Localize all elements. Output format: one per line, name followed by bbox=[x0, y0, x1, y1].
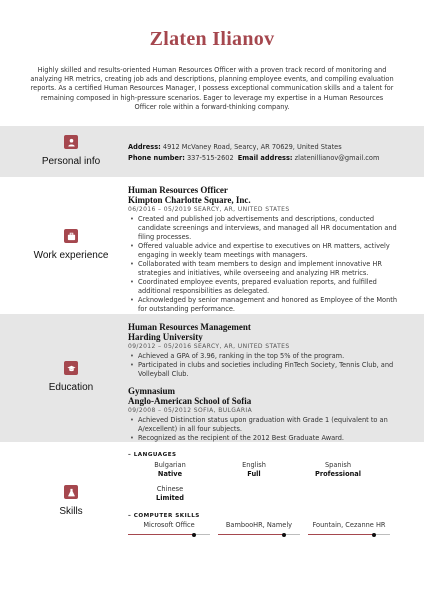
language-item bbox=[296, 461, 380, 479]
school-dates-location: 09/2008 – 05/2012 SOFIA, BULGARIA bbox=[128, 407, 253, 414]
language-level: Limited bbox=[156, 494, 184, 502]
personal-info-title: Personal info bbox=[41, 156, 101, 167]
skill-level-bar bbox=[218, 534, 300, 535]
school-dates-location: 09/2012 – 05/2016 SEARCY, AR, UNITED STATES bbox=[128, 343, 290, 350]
skill-level-bar bbox=[308, 534, 390, 535]
list-item: • Achieved Distinction status upon graduation with Grade 1 (equivalent to an A/excellent) in all four subjects. bbox=[128, 416, 398, 434]
job-bullets bbox=[128, 215, 398, 314]
skill-name: Fountain, Cezanne HR bbox=[312, 521, 386, 529]
education-section bbox=[0, 314, 424, 442]
language-name: Bulgarian bbox=[154, 461, 186, 469]
job-title: Human Resources Officer bbox=[128, 185, 228, 195]
skills-title: Skills bbox=[59, 506, 83, 517]
school-bullets bbox=[128, 352, 398, 379]
list-item: • Participated in clubs and societies including FinTech Society, Tennis Club, and Volleyball Club. bbox=[128, 361, 398, 379]
work-experience-section bbox=[0, 177, 424, 314]
list-item: • Created and published job advertisements and descriptions, conducted candidate screenings and interviews, and managed all HR documentation and filing processes. bbox=[128, 215, 398, 242]
language-level: Professional bbox=[315, 470, 361, 478]
degree-title: Gymnasium bbox=[128, 386, 176, 396]
language-name: Spanish bbox=[324, 461, 352, 469]
list-item: • Coordinated employee events, prepared evaluation reports, and fulfilled additional responsibilities as delegated. bbox=[128, 278, 398, 296]
language-level: Full bbox=[247, 470, 261, 478]
computer-skill-item bbox=[218, 521, 308, 535]
computer-skills-heading: – COMPUTER SKILLS bbox=[128, 513, 200, 519]
school-name: Anglo-American School of Sofia bbox=[128, 396, 252, 406]
email-value[interactable]: zlatenillianov@gmail.com bbox=[294, 154, 380, 162]
skill-level-bar bbox=[128, 534, 210, 535]
candidate-name: Zlaten Ilianov bbox=[149, 28, 275, 50]
languages-list bbox=[128, 461, 398, 503]
list-item: • Recognized as the recipient of the 2012 Best Graduate Award. bbox=[128, 434, 398, 443]
education-title: Education bbox=[48, 382, 94, 393]
email-label: Email address: bbox=[237, 154, 293, 162]
summary-paragraph: Highly skilled and results-oriented Human Resources Officer with a proven track record of monitoring and analyzing HR metrics, creating job ads and descriptions, planning employee events, and compiling evaluation reports. As a certified Human Resources Manager, I possess exceptional communication skills and a talent for remaining composed in high-pressure scenarios. Eager to leverage my expertise in a Human Resources Officer role within a forward-thinking company. bbox=[30, 66, 394, 111]
graduation-cap-icon bbox=[64, 361, 78, 375]
school-bullets bbox=[128, 416, 398, 443]
language-name: English bbox=[242, 461, 266, 469]
skill-level-knob bbox=[372, 533, 376, 537]
phone-label: Phone number: bbox=[128, 154, 185, 162]
language-item bbox=[128, 461, 212, 479]
phone-value: 337-515-2602 bbox=[186, 154, 234, 162]
computer-skills-list bbox=[128, 521, 398, 535]
skill-name: BambooHR, Namely bbox=[225, 521, 293, 529]
list-item: • Achieved a GPA of 3.96, ranking in the top 5% of the program. bbox=[128, 352, 398, 361]
job-dates-location: 06/2016 – 05/2019 SEARCY, AR, UNITED STATES bbox=[128, 206, 290, 213]
languages-heading: – LANGUAGES bbox=[128, 452, 177, 458]
address-value: 4912 McVaney Road, Searcy, AR 70629, United States bbox=[162, 143, 342, 151]
school-name: Harding University bbox=[128, 332, 203, 342]
computer-skill-item bbox=[128, 521, 218, 535]
briefcase-icon bbox=[64, 229, 78, 243]
list-item: • Acknowledged by senior management and honored as Employee of the Month for outstanding performance. bbox=[128, 296, 398, 314]
language-item bbox=[212, 461, 296, 479]
skill-name: Microsoft Office bbox=[143, 521, 195, 529]
skill-level-fill bbox=[308, 534, 374, 535]
personal-info-section bbox=[0, 126, 424, 177]
person-icon bbox=[64, 135, 78, 149]
phone-email-line bbox=[128, 153, 398, 164]
skill-level-knob bbox=[192, 533, 196, 537]
work-experience-title: Work experience bbox=[33, 250, 109, 261]
flask-icon bbox=[64, 485, 78, 499]
computer-skill-item bbox=[308, 521, 398, 535]
degree-title: Human Resources Management bbox=[128, 322, 251, 332]
skill-level-knob bbox=[282, 533, 286, 537]
list-item: • Offered valuable advice and expertise to executives on HR matters, actively engaging in weekly team meetings with managers. bbox=[128, 242, 398, 260]
skills-section bbox=[0, 442, 424, 600]
language-name: Chinese bbox=[156, 485, 184, 493]
skill-level-fill bbox=[218, 534, 284, 535]
skill-level-fill bbox=[128, 534, 194, 535]
language-item bbox=[128, 485, 212, 503]
language-level: Native bbox=[157, 470, 183, 478]
job-company: Kimpton Charlotte Square, Inc. bbox=[128, 195, 251, 205]
list-item: • Collaborated with team members to design and implement innovative HR strategies and initiatives, while overseeing and analyzing HR metrics. bbox=[128, 260, 398, 278]
address-label: Address: bbox=[128, 143, 161, 151]
address-line bbox=[128, 142, 398, 153]
